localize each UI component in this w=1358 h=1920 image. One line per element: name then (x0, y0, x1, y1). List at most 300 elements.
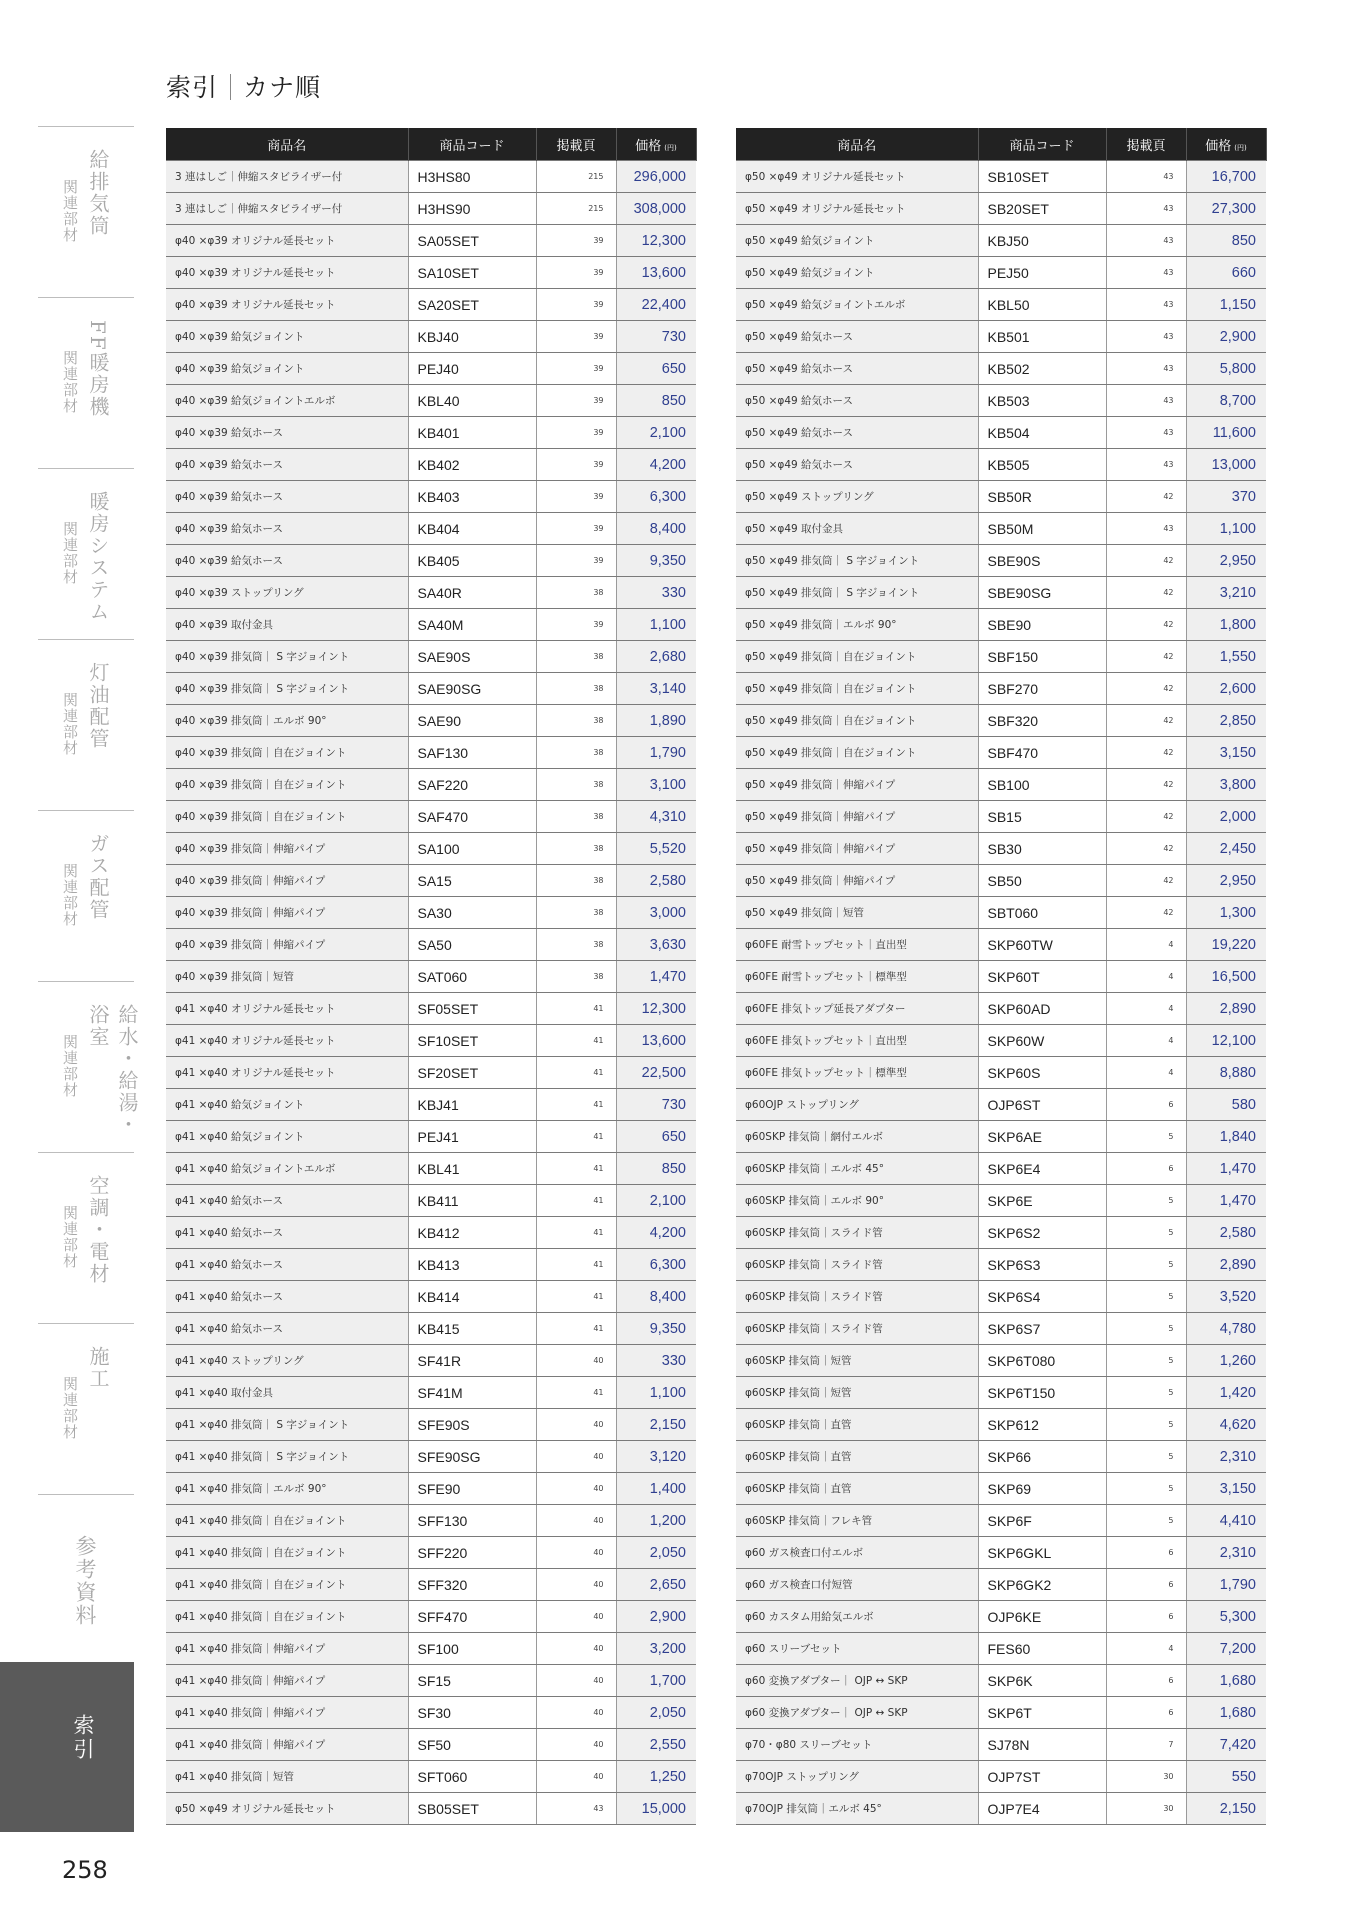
sidebar-item[interactable] (38, 468, 134, 639)
product-name-cell: φ41 ×φ40 オリジナル延長セット (166, 1057, 408, 1089)
table-row (736, 353, 1266, 385)
product-name-cell: φ50 ×φ49 給気ホース (736, 385, 978, 417)
page-ref-cell: 41 (536, 1025, 616, 1057)
table-row (166, 1601, 696, 1633)
price-cell: 12,300 (616, 993, 696, 1025)
price-cell: 550 (1186, 1761, 1266, 1793)
table-row (736, 1121, 1266, 1153)
price-cell: 3,000 (616, 897, 696, 929)
table-row (166, 417, 696, 449)
page-ref-cell: 38 (536, 833, 616, 865)
table-row (736, 1153, 1266, 1185)
page-ref-cell: 4 (1106, 1057, 1186, 1089)
page-ref-cell: 39 (536, 481, 616, 513)
product-code-cell: SAE90S (408, 641, 536, 673)
sidebar-item-sublabel: 関連部材 (61, 863, 79, 927)
column-header-name: 商品名 (736, 128, 978, 161)
product-code-cell: KB414 (408, 1281, 536, 1313)
price-cell: 308,000 (616, 193, 696, 225)
product-name-cell: φ40 ×φ39 排気筒｜ S 字ジョイント (166, 673, 408, 705)
product-name-cell: φ40 ×φ39 排気筒｜自在ジョイント (166, 769, 408, 801)
table-row (736, 1377, 1266, 1409)
product-name-cell: φ50 ×φ49 給気ホース (736, 449, 978, 481)
price-cell: 7,420 (1186, 1729, 1266, 1761)
product-name-cell: φ50 ×φ49 排気筒｜自在ジョイント (736, 737, 978, 769)
product-name-cell: φ41 ×φ40 排気筒｜自在ジョイント (166, 1537, 408, 1569)
table-row (736, 1281, 1266, 1313)
product-code-cell: SKP6S2 (978, 1217, 1106, 1249)
product-name-cell: φ40 ×φ39 給気ジョイント (166, 353, 408, 385)
page-ref-cell: 4 (1106, 929, 1186, 961)
price-cell: 4,200 (616, 1217, 696, 1249)
product-code-cell: SBF150 (978, 641, 1106, 673)
product-name-cell: φ60SKP 排気筒｜直管 (736, 1441, 978, 1473)
table-row (736, 1793, 1266, 1825)
price-cell: 580 (1186, 1089, 1266, 1121)
price-cell: 2,050 (616, 1697, 696, 1729)
product-code-cell: SKP6E (978, 1185, 1106, 1217)
table-row (736, 577, 1266, 609)
page-ref-cell: 39 (536, 545, 616, 577)
product-name-cell: φ60SKP 排気筒｜フレキ管 (736, 1505, 978, 1537)
product-code-cell: SB100 (978, 769, 1106, 801)
product-name-cell: 3 連はしご｜伸縮スタビライザー付 (166, 193, 408, 225)
table-row (736, 1313, 1266, 1345)
page-ref-cell: 42 (1106, 865, 1186, 897)
product-name-cell: φ60SKP 排気筒｜網付エルボ (736, 1121, 978, 1153)
price-unit: (円) (664, 143, 677, 152)
product-code-cell: SAE90 (408, 705, 536, 737)
page-ref-cell: 38 (536, 865, 616, 897)
product-name-cell: φ60 ガス検査口付エルボ (736, 1537, 978, 1569)
table-row (166, 769, 696, 801)
product-code-cell: SF05SET (408, 993, 536, 1025)
product-name-cell: φ50 ×φ49 排気筒｜ S 字ジョイント (736, 545, 978, 577)
table-row (166, 257, 696, 289)
table-row (166, 929, 696, 961)
price-cell: 12,100 (1186, 1025, 1266, 1057)
page-ref-cell: 6 (1106, 1665, 1186, 1697)
product-name-cell: φ41 ×φ40 排気筒｜伸縮パイプ (166, 1633, 408, 1665)
product-code-cell: SFF130 (408, 1505, 536, 1537)
product-name-cell: φ50 ×φ49 給気ジョイント (736, 225, 978, 257)
table-row (166, 1537, 696, 1569)
page-ref-cell: 6 (1106, 1569, 1186, 1601)
sidebar-item[interactable] (38, 810, 134, 981)
price-cell: 3,200 (616, 1633, 696, 1665)
table-row (736, 1057, 1266, 1089)
title-divider (230, 74, 231, 100)
product-code-cell: KB403 (408, 481, 536, 513)
price-cell: 2,100 (616, 417, 696, 449)
page-ref-cell: 39 (536, 385, 616, 417)
page-ref-cell: 42 (1106, 897, 1186, 929)
product-code-cell: KBJ41 (408, 1089, 536, 1121)
page-ref-cell: 5 (1106, 1473, 1186, 1505)
price-cell: 4,410 (1186, 1505, 1266, 1537)
table-row (736, 833, 1266, 865)
page-ref-cell: 40 (536, 1537, 616, 1569)
table-row (736, 161, 1266, 193)
product-code-cell: SFT060 (408, 1761, 536, 1793)
product-name-cell: φ50 ×φ49 オリジナル延長セット (166, 1793, 408, 1825)
price-cell: 2,650 (616, 1569, 696, 1601)
product-code-cell: SKP60TW (978, 929, 1106, 961)
product-name-cell: φ41 ×φ40 排気筒｜ S 字ジョイント (166, 1441, 408, 1473)
product-name-cell: φ50 ×φ49 オリジナル延長セット (736, 161, 978, 193)
page-ref-cell: 5 (1106, 1377, 1186, 1409)
page-ref-cell: 40 (536, 1409, 616, 1441)
page-ref-cell: 38 (536, 769, 616, 801)
product-name-cell: φ40 ×φ39 給気ジョイントエルボ (166, 385, 408, 417)
product-code-cell: H3HS80 (408, 161, 536, 193)
price-cell: 3,630 (616, 929, 696, 961)
page-ref-cell: 30 (1106, 1793, 1186, 1825)
product-code-cell: KB504 (978, 417, 1106, 449)
table-row (736, 993, 1266, 1025)
price-cell: 2,580 (616, 865, 696, 897)
product-name-cell: φ60FE 排気トップセット｜標準型 (736, 1057, 978, 1089)
table-row (736, 513, 1266, 545)
product-name-cell: φ70OJP 排気筒｜エルボ 45° (736, 1793, 978, 1825)
page-ref-cell: 41 (536, 1249, 616, 1281)
product-code-cell: FES60 (978, 1633, 1106, 1665)
column-header-code: 商品コード (978, 128, 1106, 161)
page-ref-cell: 38 (536, 897, 616, 929)
sidebar-item[interactable] (38, 1323, 134, 1494)
table-row (166, 1217, 696, 1249)
product-name-cell: φ40 ×φ39 排気筒｜自在ジョイント (166, 737, 408, 769)
price-cell: 9,350 (616, 545, 696, 577)
price-cell: 3,140 (616, 673, 696, 705)
product-code-cell: SB15 (978, 801, 1106, 833)
page-ref-cell: 39 (536, 609, 616, 641)
product-name-cell: φ60SKP 排気筒｜直管 (736, 1409, 978, 1441)
page-ref-cell: 41 (536, 1217, 616, 1249)
table-row (736, 641, 1266, 673)
product-code-cell: SA100 (408, 833, 536, 865)
table-row (166, 1345, 696, 1377)
product-name-cell: φ50 ×φ49 排気筒｜エルボ 90° (736, 609, 978, 641)
page-ref-cell: 40 (536, 1345, 616, 1377)
price-cell: 13,600 (616, 1025, 696, 1057)
page-ref-cell: 40 (536, 1473, 616, 1505)
product-code-cell: SJ78N (978, 1729, 1106, 1761)
page-ref-cell: 42 (1106, 481, 1186, 513)
column-header-price (1186, 128, 1266, 161)
price-label: 価格 (635, 138, 662, 154)
page-ref-cell: 39 (536, 257, 616, 289)
sidebar-item[interactable] (38, 1152, 134, 1323)
index-table-left (166, 128, 697, 1825)
table-row (736, 481, 1266, 513)
sidebar-item-label: FF暖房機 (86, 320, 110, 418)
table-row (166, 1473, 696, 1505)
product-code-cell: KB412 (408, 1217, 536, 1249)
page-ref-cell: 38 (536, 705, 616, 737)
sidebar-item-sublabel: 関連部材 (61, 692, 79, 756)
page-ref-cell: 6 (1106, 1601, 1186, 1633)
product-name-cell: φ60 変換アダプター｜ OJP ↔ SKP (736, 1665, 978, 1697)
table-row (166, 1633, 696, 1665)
product-code-cell: SKP6E4 (978, 1153, 1106, 1185)
price-cell: 650 (616, 1121, 696, 1153)
price-cell: 16,700 (1186, 161, 1266, 193)
sidebar-item[interactable] (38, 126, 134, 297)
product-code-cell: PEJ50 (978, 257, 1106, 289)
table-row (166, 513, 696, 545)
product-code-cell: SB10SET (978, 161, 1106, 193)
sidebar-item-label: 給水・給湯・浴室 (86, 1004, 139, 1136)
page-ref-cell: 39 (536, 449, 616, 481)
page-ref-cell: 43 (1106, 417, 1186, 449)
product-name-cell: φ50 ×φ49 排気筒｜自在ジョイント (736, 673, 978, 705)
product-code-cell: SKP6K (978, 1665, 1106, 1697)
price-cell: 1,100 (1186, 513, 1266, 545)
product-code-cell: KBJ50 (978, 225, 1106, 257)
product-code-cell: SKP60S (978, 1057, 1106, 1089)
product-code-cell: SB30 (978, 833, 1106, 865)
product-name-cell: φ40 ×φ39 取付金具 (166, 609, 408, 641)
page-ref-cell: 42 (1106, 769, 1186, 801)
product-name-cell: φ40 ×φ39 給気ホース (166, 545, 408, 577)
product-name-cell: φ50 ×φ49 給気ホース (736, 417, 978, 449)
table-row (736, 545, 1266, 577)
product-name-cell: φ50 ×φ49 排気筒｜自在ジョイント (736, 641, 978, 673)
product-name-cell: φ40 ×φ39 排気筒｜伸縮パイプ (166, 929, 408, 961)
product-name-cell: φ40 ×φ39 排気筒｜伸縮パイプ (166, 833, 408, 865)
page-ref-cell: 40 (536, 1633, 616, 1665)
table-row (736, 1601, 1266, 1633)
page-ref-cell: 6 (1106, 1153, 1186, 1185)
product-name-cell: φ60 スリーブセット (736, 1633, 978, 1665)
table-row (166, 1121, 696, 1153)
product-name-cell: φ40 ×φ39 ストップリング (166, 577, 408, 609)
table-header-row (736, 128, 1266, 161)
page-ref-cell: 40 (536, 1697, 616, 1729)
product-code-cell: SKP66 (978, 1441, 1106, 1473)
table-row (166, 289, 696, 321)
table-row (166, 449, 696, 481)
product-code-cell: SKP6GK2 (978, 1569, 1106, 1601)
table-row (166, 993, 696, 1025)
price-cell: 22,500 (616, 1057, 696, 1089)
page-ref-cell: 40 (536, 1569, 616, 1601)
price-cell: 7,200 (1186, 1633, 1266, 1665)
product-code-cell: KB402 (408, 449, 536, 481)
product-code-cell: SF20SET (408, 1057, 536, 1089)
product-name-cell: φ40 ×φ39 給気ジョイント (166, 321, 408, 353)
price-cell: 4,200 (616, 449, 696, 481)
price-cell: 3,100 (616, 769, 696, 801)
price-cell: 1,470 (1186, 1153, 1266, 1185)
price-cell: 2,100 (616, 1185, 696, 1217)
price-cell: 2,950 (1186, 865, 1266, 897)
sidebar-item[interactable] (38, 981, 139, 1152)
product-name-cell: φ41 ×φ40 オリジナル延長セット (166, 993, 408, 1025)
sidebar-item-label: 空調・電材 (86, 1175, 110, 1285)
page-ref-cell: 40 (536, 1665, 616, 1697)
sidebar-item-label: 施工 (86, 1346, 110, 1390)
product-name-cell: φ40 ×φ39 排気筒｜短管 (166, 961, 408, 993)
page-ref-cell: 39 (536, 289, 616, 321)
page-ref-cell: 4 (1106, 1633, 1186, 1665)
page-ref-cell: 43 (1106, 513, 1186, 545)
page-ref-cell: 5 (1106, 1505, 1186, 1537)
product-code-cell: SF10SET (408, 1025, 536, 1057)
table-row (166, 1505, 696, 1537)
price-cell: 8,400 (616, 1281, 696, 1313)
price-cell: 5,800 (1186, 353, 1266, 385)
title-sub: カナ順 (243, 73, 322, 102)
price-cell: 370 (1186, 481, 1266, 513)
product-name-cell: φ40 ×φ39 給気ホース (166, 417, 408, 449)
product-code-cell: OJP6ST (978, 1089, 1106, 1121)
product-name-cell: φ40 ×φ39 排気筒｜ S 字ジョイント (166, 641, 408, 673)
sidebar-item[interactable] (38, 639, 134, 810)
product-code-cell: SF41M (408, 1377, 536, 1409)
price-cell: 3,210 (1186, 577, 1266, 609)
price-cell: 5,300 (1186, 1601, 1266, 1633)
page-ref-cell: 41 (536, 1377, 616, 1409)
product-name-cell: φ40 ×φ39 給気ホース (166, 481, 408, 513)
price-cell: 1,470 (616, 961, 696, 993)
product-code-cell: KB404 (408, 513, 536, 545)
table-row (736, 1761, 1266, 1793)
table-row (736, 737, 1266, 769)
price-cell: 2,310 (1186, 1537, 1266, 1569)
product-code-cell: SKP6S3 (978, 1249, 1106, 1281)
price-cell: 16,500 (1186, 961, 1266, 993)
price-cell: 2,150 (1186, 1793, 1266, 1825)
price-cell: 1,100 (616, 609, 696, 641)
price-cell: 5,520 (616, 833, 696, 865)
price-cell: 4,780 (1186, 1313, 1266, 1345)
sidebar-item-index-active[interactable] (0, 1662, 134, 1832)
page-ref-cell: 41 (536, 1313, 616, 1345)
product-code-cell: SFE90 (408, 1473, 536, 1505)
table-row (166, 1441, 696, 1473)
table-row (166, 1057, 696, 1089)
sidebar-item-sublabel: 関連部材 (61, 179, 79, 243)
table-row (736, 1345, 1266, 1377)
page-ref-cell: 215 (536, 161, 616, 193)
table-row (166, 1793, 696, 1825)
product-name-cell: φ40 ×φ39 給気ホース (166, 449, 408, 481)
product-code-cell: SF41R (408, 1345, 536, 1377)
table-row (166, 737, 696, 769)
price-cell: 22,400 (616, 289, 696, 321)
page-ref-cell: 4 (1106, 961, 1186, 993)
price-cell: 8,880 (1186, 1057, 1266, 1089)
price-cell: 2,550 (616, 1729, 696, 1761)
product-code-cell: SBF320 (978, 705, 1106, 737)
table-row (736, 225, 1266, 257)
product-name-cell: φ50 ×φ49 排気筒｜伸縮パイプ (736, 865, 978, 897)
product-name-cell: φ50 ×φ49 給気ジョイントエルボ (736, 289, 978, 321)
price-cell: 650 (616, 353, 696, 385)
sidebar-item[interactable] (38, 1494, 134, 1665)
product-code-cell: SB50 (978, 865, 1106, 897)
page-ref-cell: 5 (1106, 1249, 1186, 1281)
product-name-cell: φ40 ×φ39 オリジナル延長セット (166, 289, 408, 321)
price-cell: 1,550 (1186, 641, 1266, 673)
product-code-cell: KB405 (408, 545, 536, 577)
product-code-cell: SF50 (408, 1729, 536, 1761)
product-name-cell: φ60FE 排気トップ延長アダプター (736, 993, 978, 1025)
price-cell: 2,890 (1186, 1249, 1266, 1281)
product-name-cell: φ60 ガス検査口付短管 (736, 1569, 978, 1601)
page-ref-cell: 43 (1106, 161, 1186, 193)
product-name-cell: φ41 ×φ40 排気筒｜伸縮パイプ (166, 1697, 408, 1729)
price-cell: 2,310 (1186, 1441, 1266, 1473)
page-ref-cell: 39 (536, 353, 616, 385)
product-code-cell: SB50M (978, 513, 1106, 545)
price-cell: 1,680 (1186, 1697, 1266, 1729)
page-ref-cell: 42 (1106, 641, 1186, 673)
product-code-cell: KB401 (408, 417, 536, 449)
product-code-cell: SKP60W (978, 1025, 1106, 1057)
price-cell: 2,150 (616, 1409, 696, 1441)
column-header-code: 商品コード (408, 128, 536, 161)
page-ref-cell: 40 (536, 1761, 616, 1793)
price-cell: 730 (616, 321, 696, 353)
sidebar-item[interactable] (38, 297, 134, 468)
table-row (166, 961, 696, 993)
price-unit: (円) (1234, 143, 1247, 152)
table-row (736, 321, 1266, 353)
price-cell: 1,150 (1186, 289, 1266, 321)
product-code-cell: SB05SET (408, 1793, 536, 1825)
product-code-cell: KBL40 (408, 385, 536, 417)
product-code-cell: KB505 (978, 449, 1106, 481)
table-row (736, 1665, 1266, 1697)
product-name-cell: φ40 ×φ39 排気筒｜伸縮パイプ (166, 865, 408, 897)
price-cell: 1,680 (1186, 1665, 1266, 1697)
price-cell: 1,300 (1186, 897, 1266, 929)
product-code-cell: SF100 (408, 1633, 536, 1665)
table-row (736, 193, 1266, 225)
product-code-cell: SBE90 (978, 609, 1106, 641)
product-code-cell: SA40R (408, 577, 536, 609)
product-name-cell: φ41 ×φ40 排気筒｜伸縮パイプ (166, 1729, 408, 1761)
product-name-cell: φ60SKP 排気筒｜直管 (736, 1473, 978, 1505)
product-code-cell: SBE90SG (978, 577, 1106, 609)
price-cell: 850 (616, 1153, 696, 1185)
product-code-cell: SBE90S (978, 545, 1106, 577)
price-cell: 296,000 (616, 161, 696, 193)
table-row (166, 1409, 696, 1441)
price-cell: 13,000 (1186, 449, 1266, 481)
price-cell: 13,600 (616, 257, 696, 289)
page-ref-cell: 38 (536, 673, 616, 705)
table-row (166, 1665, 696, 1697)
product-code-cell: SKP6GKL (978, 1537, 1106, 1569)
price-cell: 730 (616, 1089, 696, 1121)
product-name-cell: φ50 ×φ49 オリジナル延長セット (736, 193, 978, 225)
product-name-cell: φ41 ×φ40 給気ホース (166, 1313, 408, 1345)
product-code-cell: SKP6S7 (978, 1313, 1106, 1345)
table-row (166, 1089, 696, 1121)
product-name-cell: φ41 ×φ40 ストップリング (166, 1345, 408, 1377)
page-ref-cell: 41 (536, 1185, 616, 1217)
page-ref-cell: 5 (1106, 1281, 1186, 1313)
price-cell: 1,470 (1186, 1185, 1266, 1217)
table-row (736, 1217, 1266, 1249)
page-ref-cell: 5 (1106, 1217, 1186, 1249)
table-row (166, 1281, 696, 1313)
product-name-cell: φ50 ×φ49 排気筒｜伸縮パイプ (736, 833, 978, 865)
